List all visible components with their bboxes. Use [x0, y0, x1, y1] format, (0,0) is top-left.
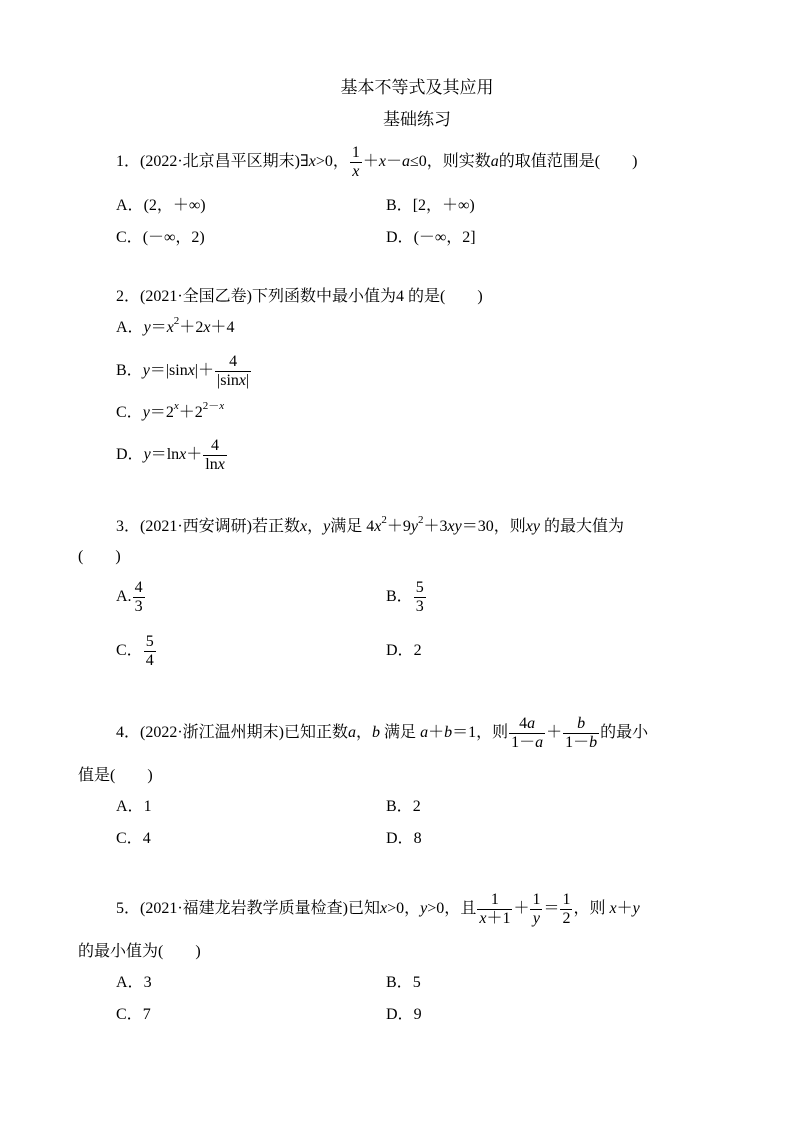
fraction-4-over-abs-sinx: $\frac{4}{|\sin x|}$	[217, 352, 250, 389]
fraction-1-over-2: $\frac{1}{2}$	[562, 890, 571, 927]
question-5-stem-continued: 的最小值为( )	[78, 943, 201, 960]
question-3-stem: 3．(2021·西安调研)若正数x，y满足 $4x^2+9y^2+3xy=30$，则xy 的最大值为	[116, 514, 624, 535]
question-4-option-a[interactable]: A．1	[116, 798, 152, 815]
question-1-option-a[interactable]: A．(2，＋∞)	[116, 197, 206, 214]
question-2-option-b[interactable]: B．y＝|sinx|＋ $\frac{4}{|\sin x|}$	[116, 352, 250, 389]
fraction-4-over-lnx: $\frac{4}{\ln x}$	[205, 436, 225, 473]
question-2-option-a[interactable]: A．$y=x^2+2x+4$	[116, 315, 235, 336]
question-5-option-c[interactable]: C．7	[116, 1006, 151, 1023]
question-3-option-c[interactable]: C． $\frac{5}{4}$	[116, 632, 154, 669]
question-4-stem-continued: 值是( )	[78, 767, 153, 784]
question-3-option-b[interactable]: B． $\frac{5}{3}$	[386, 578, 424, 615]
fraction-1-over-x-plus-1: $\frac{1}{x+1}$	[479, 890, 511, 927]
question-2-option-c[interactable]: C．$y=2^x+2^{2-x}$	[116, 400, 225, 421]
fraction-b-over-1-minus-b: $\frac{b}{1-b}$	[565, 714, 598, 751]
question-1-option-c[interactable]: C．(－∞，2)	[116, 229, 205, 246]
question-2-option-d[interactable]: D．y＝lnx＋ $\frac{4}{\ln x}$	[116, 436, 225, 473]
question-3-option-a[interactable]: A. $\frac{4}{3}$	[116, 578, 143, 615]
question-5-option-b[interactable]: B．5	[386, 974, 421, 991]
question-4-option-b[interactable]: B．2	[386, 798, 421, 815]
fraction-4-over-3: $\frac{4}{3}$	[134, 578, 143, 615]
question-1-stem: 1．(2022·北京昌平区期末)∃x>0， $\frac{1}{x}$ ＋x－a≤0，则实数a的取值范围是( )	[116, 144, 638, 180]
fraction-5-over-3: $\frac{5}{3}$	[415, 578, 424, 615]
question-5-stem: 5．(2021·福建龙岩教学质量检查)已知x>0，y>0，且 $\frac{1}{x+1}$ ＋ $\frac{1}{y}$ ＝ $\frac{1}{2}$ ，则 x＋y	[116, 890, 640, 927]
fraction-1-over-x: $\frac{1}{x}$	[351, 144, 360, 180]
fraction-4a-over-1-minus-a: $\frac{4a}{1-a}$	[511, 714, 544, 751]
question-3-option-d[interactable]: D．2	[386, 642, 422, 659]
question-1-option-b[interactable]: B．[2，＋∞)	[386, 197, 475, 214]
page-title: 基本不等式及其应用	[340, 78, 494, 97]
question-4-stem: 4．(2022·浙江温州期末)已知正数a，b 满足 a＋b＝1，则 $\frac{4a}{1-a}$ ＋ $\frac{b}{1-b}$ 的最小	[116, 714, 649, 751]
question-4-option-d[interactable]: D．8	[386, 830, 422, 847]
question-3-answer-paren: ( )	[78, 548, 121, 565]
question-4-option-c[interactable]: C．4	[116, 830, 151, 847]
question-2-stem: 2．(2021·全国乙卷)下列函数中最小值为4 的是( )	[116, 288, 483, 305]
question-1-option-d[interactable]: D．(－∞，2]	[386, 229, 476, 246]
fraction-5-over-4: $\frac{5}{4}$	[145, 632, 154, 669]
question-5-option-a[interactable]: A．3	[116, 974, 152, 991]
question-5-option-d[interactable]: D．9	[386, 1006, 422, 1023]
fraction-1-over-y: $\frac{1}{y}$	[532, 890, 541, 927]
section-title: 基础练习	[383, 110, 451, 129]
